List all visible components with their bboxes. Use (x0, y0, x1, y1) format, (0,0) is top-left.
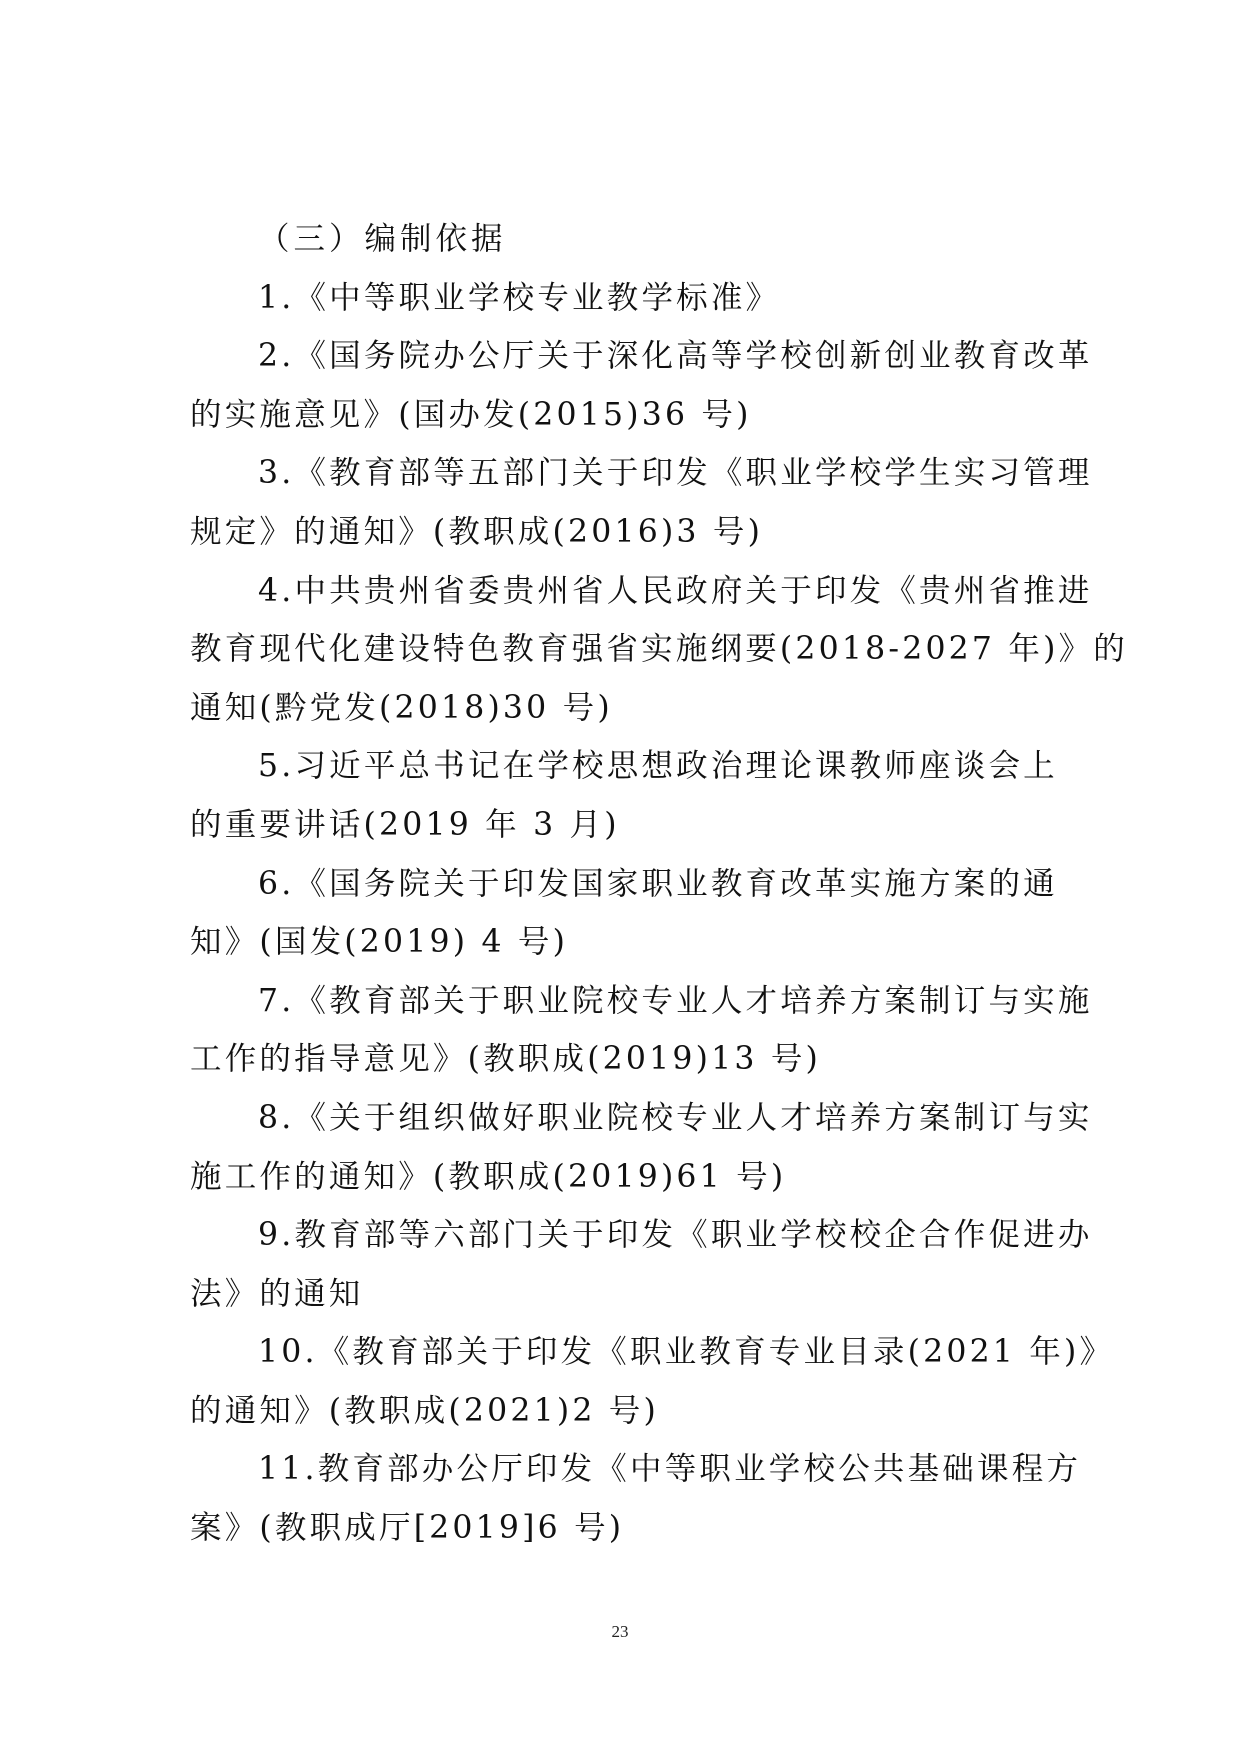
reference-item-line: 工作的指导意见》(教职成(2019)13 号) (190, 1041, 822, 1078)
section-heading-text: （三）编制依据 (258, 221, 507, 257)
reference-item (190, 1440, 1082, 1557)
reference-item-line: 的实施意见》(国办发(2015)36 号) (190, 396, 752, 433)
reference-item-line: 知》(国发(2019) 4 号) (190, 924, 569, 961)
page-number: 23 (611, 1622, 629, 1641)
reference-item-line: 5.习近平总书记在学校思想政治理论课教师座谈会上 (258, 748, 1058, 785)
reference-item (190, 1206, 1093, 1323)
reference-item-line: 1.《中等职业学校专业教学标准》 (258, 279, 781, 316)
reference-item (190, 269, 1056, 328)
document-body (190, 210, 1128, 1558)
reference-item-line: 11.教育部办公厅印发《中等职业学校公共基础课程方 (258, 1451, 1082, 1488)
reference-item (190, 737, 1056, 854)
reference-item-line: 通知(黔党发(2018)30 号) (190, 689, 613, 726)
reference-item (190, 327, 1093, 444)
reference-item-line: 法》的通知 (190, 1275, 364, 1312)
section-heading (190, 210, 1056, 269)
reference-item (190, 855, 1056, 972)
reference-item (190, 972, 1093, 1089)
reference-item (190, 562, 1128, 738)
reference-item-line: 教育现代化建设特色教育强省实施纲要(2018-2027 年)》的 (190, 631, 1128, 668)
reference-item-line: 的通知》(教职成(2021)2 号) (190, 1392, 659, 1429)
reference-item-line: 规定》的通知》(教职成(2016)3 号) (190, 513, 764, 550)
reference-item (190, 1323, 1115, 1440)
reference-item-line: 3.《教育部等五部门关于印发《职业学校学生实习管理 (258, 455, 1093, 492)
reference-item-line: 9.教育部等六部门关于印发《职业学校校企合作促进办 (258, 1217, 1093, 1254)
reference-item-line: 4.中共贵州省委贵州省人民政府关于印发《贵州省推进 (258, 572, 1093, 609)
reference-item (190, 1089, 1093, 1206)
reference-item-line: 7.《教育部关于职业院校专业人才培养方案制订与实施 (258, 982, 1093, 1019)
reference-item-line: 案》(教职成厅[2019]6 号) (190, 1510, 625, 1547)
reference-item-line: 施工作的通知》(教职成(2019)61 号) (190, 1158, 787, 1195)
reference-item (190, 444, 1093, 561)
reference-item-line: 8.《关于组织做好职业院校专业人才培养方案制订与实 (258, 1099, 1093, 1136)
reference-item-line: 10.《教育部关于印发《职业教育专业目录(2021 年)》 (258, 1334, 1115, 1371)
reference-item-line: 6.《国务院关于印发国家职业教育改革实施方案的通 (258, 865, 1058, 902)
reference-list (190, 269, 1128, 1558)
reference-item-line: 2.《国务院办公厅关于深化高等学校创新创业教育改革 (258, 338, 1093, 375)
reference-item-line: 的重要讲话(2019 年 3 月) (190, 806, 620, 843)
